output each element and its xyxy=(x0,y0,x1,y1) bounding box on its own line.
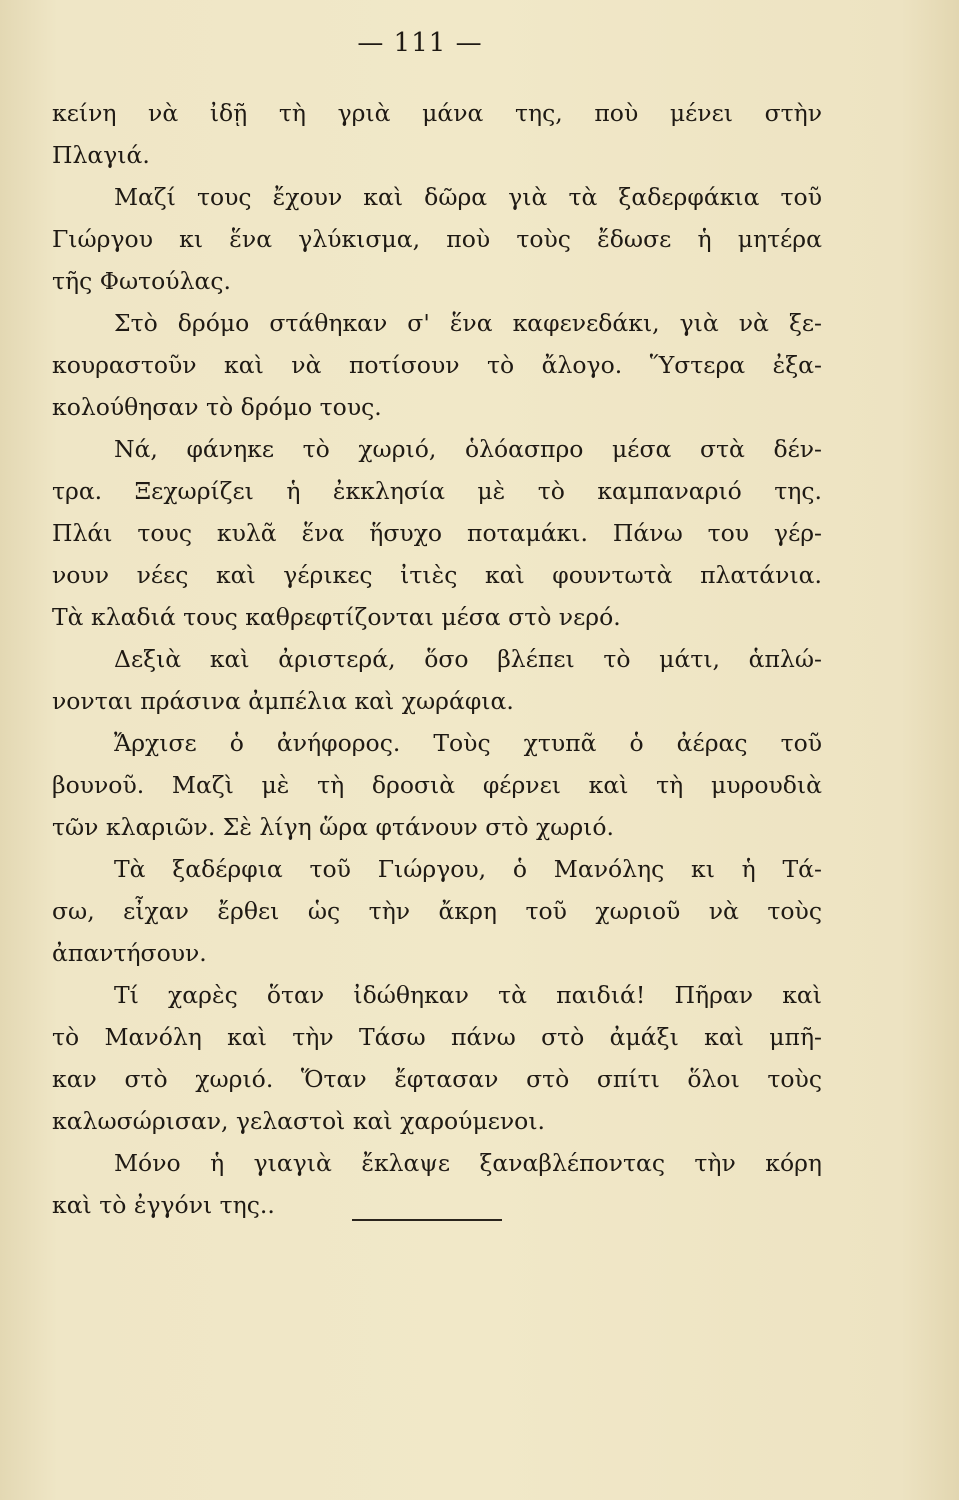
end-rule xyxy=(352,1219,502,1221)
text-line: Γιώργου κι ἕνα γλύκισμα, ποὺ τοὺς ἔδωσε ἡ μητέρα xyxy=(52,225,822,253)
text-line: τρα. Ξεχωρίζει ἡ ἐκκλησία μὲ τὸ καμπαναριό της. xyxy=(52,477,822,505)
text-line: τῆς Φωτούλας. xyxy=(52,267,231,295)
text-line: Μόνο ἡ γιαγιὰ ἔκλαψε ξαναβλέποντας τὴν κόρη xyxy=(114,1149,822,1177)
text-line: καν στὸ χωριό. Ὅταν ἔφτασαν στὸ σπίτι ὅλοι τοὺς xyxy=(52,1065,822,1093)
text-line: καὶ τὸ ἐγγόνι της.. xyxy=(52,1191,275,1219)
text-line: καλωσώρισαν, γελαστοὶ καὶ χαρούμενοι. xyxy=(52,1107,546,1135)
text-line: Πλάι τους κυλᾶ ἕνα ἥσυχο ποταμάκι. Πάνω του γέρ- xyxy=(52,519,822,547)
text-line: κείνη νὰ ἰδῇ τὴ γριὰ μάνα της, ποὺ μένει στὴν xyxy=(52,99,822,127)
text-line: Τὰ κλαδιά τους καθρεφτίζονται μέσα στὸ νερό. xyxy=(52,603,621,631)
page-number: — 111 — xyxy=(357,28,483,58)
text-line: κολούθησαν τὸ δρόμο τους. xyxy=(52,393,382,421)
text-line: Πλαγιά. xyxy=(52,141,150,169)
text-line: Στὸ δρόμο στάθηκαν σ' ἕνα καφενεδάκι, γιὰ νὰ ξε- xyxy=(114,309,822,337)
text-line: Μαζί τους ἔχουν καὶ δῶρα γιὰ τὰ ξαδερφάκια τοῦ xyxy=(114,183,822,211)
text-line: ἀπαντήσουν. xyxy=(52,939,207,967)
text-line: Τί χαρὲς ὅταν ἰδώθηκαν τὰ παιδιά! Πῆραν καὶ xyxy=(114,981,822,1009)
text-line: Τὰ ξαδέρφια τοῦ Γιώργου, ὁ Μανόλης κι ἡ Τά- xyxy=(114,855,822,883)
text-line: νουν νέες καὶ γέρικες ἰτιὲς καὶ φουντωτὰ πλατάνια. xyxy=(52,561,822,589)
text-line: Ἄρχισε ὁ ἀνήφορος. Τοὺς χτυπᾶ ὁ ἀέρας τοῦ xyxy=(114,729,822,757)
text-line: τὸ Μανόλη καὶ τὴν Τάσω πάνω στὸ ἀμάξι καὶ μπῆ- xyxy=(52,1023,822,1051)
text-line: τῶν κλαριῶν. Σὲ λίγη ὥρα φτάνουν στὸ χωριό. xyxy=(52,813,615,841)
text-line: σω, εἶχαν ἔρθει ὡς τὴν ἄκρη τοῦ χωριοῦ νὰ τοὺς xyxy=(52,897,822,925)
text-line: κουραστοῦν καὶ νὰ ποτίσουν τὸ ἄλογο. Ὕστερα ἐξα- xyxy=(52,351,822,379)
text-line: νονται πράσινα ἀμπέλια καὶ χωράφια. xyxy=(52,687,514,715)
body-text xyxy=(52,92,822,1226)
text-line: βουνοῦ. Μαζὶ μὲ τὴ δροσιὰ φέρνει καὶ τὴ μυρουδιὰ xyxy=(52,771,822,799)
text-line: Νά, φάνηκε τὸ χωριό, ὁλόασπρο μέσα στὰ δέν- xyxy=(114,435,822,463)
text-line: Δεξιὰ καὶ ἀριστερά, ὅσο βλέπει τὸ μάτι, ἁπλώ- xyxy=(114,645,822,673)
